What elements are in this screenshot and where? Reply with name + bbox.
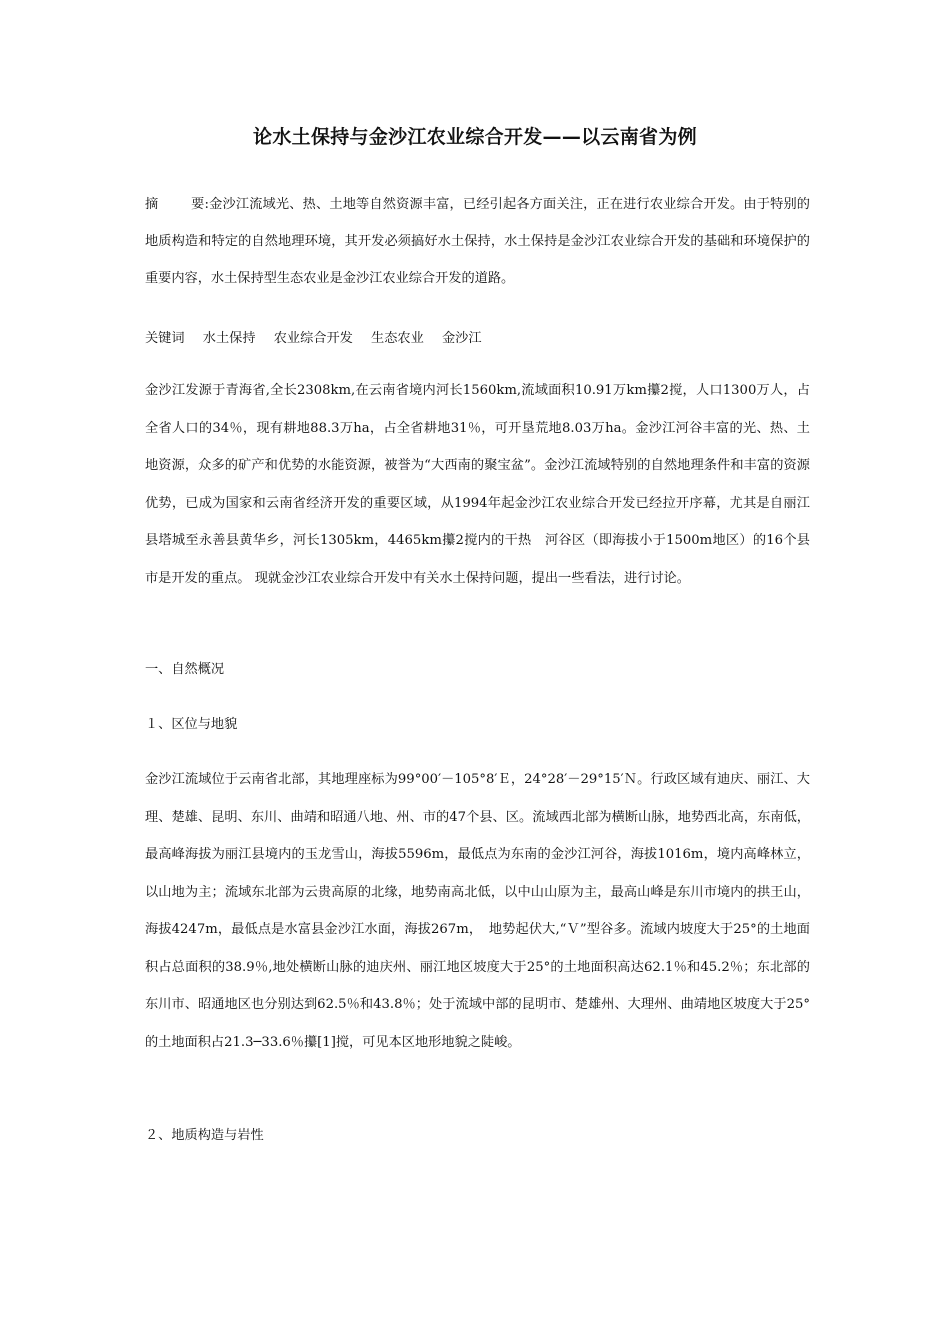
keywords-line xyxy=(145,320,810,357)
subsection-heading-geology: ２、地质构造与岩性 xyxy=(145,1128,264,1143)
keywords-label: 关键词 xyxy=(145,331,185,346)
abstract-label-part-2: 要: xyxy=(191,197,209,212)
location-paragraph: 金沙江流域位于云南省北部，其地理座标为99°00′－105°8′Ｅ，24°28′－29°15′Ｎ。行政区域有迪庆、丽江、大理、楚雄、昆明、东川、曲靖和昭通八地、州、市的47个县、区。流域西北部为横断山脉，地势西北高，东南低，最高峰海拔为丽江县境内的玉龙雪山，海拔5596m，最低点为东南的金沙江河谷，海拔1016m，境内高峰林立，以山地为主；流域东北部为云贵高原的北缘，地势南高北低，以中山山原为主，最高山峰是东川市境内的拱王山，海拔4247m，最低点是水富县金沙江水面，海拔267m， 地势起伏大,“Ｖ”型谷多。流域内坡度大于25°的土地面积占总面积的38.9％,地处横断山脉的迪庆州、丽江地区坡度大于25°的土地面积高达62.1％和45.2％；东北部的东川市、昭通地区也分别达到62.5％和43.8％；处于流域中部的昆明市、楚雄州、大理州、曲靖地区坡度大于25°的土地面积占21.3─33.6％攥[1]搅，可见本区地形地貌之陡峻。 xyxy=(145,772,810,1050)
abstract-label-part-1: 摘 xyxy=(145,197,159,212)
intro-paragraph: 金沙江发源于青海省,全长2308km,在云南省境内河长1560km,流域面积10.91万km攥2搅，人口1300万人，占全省人口的34％，现有耕地88.3万ha，占全省耕地31％，可开垦荒地8.03万ha。金沙江河谷丰富的光、热、土地资源，众多的矿产和优势的水能资源，被誉为“大西南的聚宝盆”。金沙江流域特别的自然地理条件和丰富的资源优势，已成为国家和云南省经济开发的重要区域，从1994年起金沙江农业综合开发已经拉开序幕，尤其是自丽江县塔城至永善县黄华乡，河长1305km，4465km攥2搅内的干热 河谷区（即海拔小于1500m地区）的16个县市是开发的重点。 现就金沙江农业综合开发中有关水土保持问题，提出一些看法，进行讨论。 xyxy=(145,383,810,586)
keyword-item: 生态农业 xyxy=(371,331,424,346)
abstract-text: 金沙江流域光、热、土地等自然资源丰富，已经引起各方面关注，正在进行农业综合开发。由于特别的地质构造和特定的自然地理环境，其开发必须搞好水土保持，水土保持是金沙江农业综合开发的基础和环境保护的重要内容，水土保持型生态农业是金沙江农业综合开发的道路。 xyxy=(145,197,810,286)
subsection-heading-location: １、区位与地貌 xyxy=(145,717,238,732)
abstract-paragraph xyxy=(145,186,810,297)
section-heading-natural-overview: 一、自然概况 xyxy=(145,662,225,677)
keyword-item: 金沙江 xyxy=(442,331,482,346)
keyword-item: 农业综合开发 xyxy=(273,331,353,346)
keyword-item: 水土保持 xyxy=(202,331,256,346)
page-title: 论水土保持与金沙江农业综合开发——以云南省为例 xyxy=(253,126,697,148)
